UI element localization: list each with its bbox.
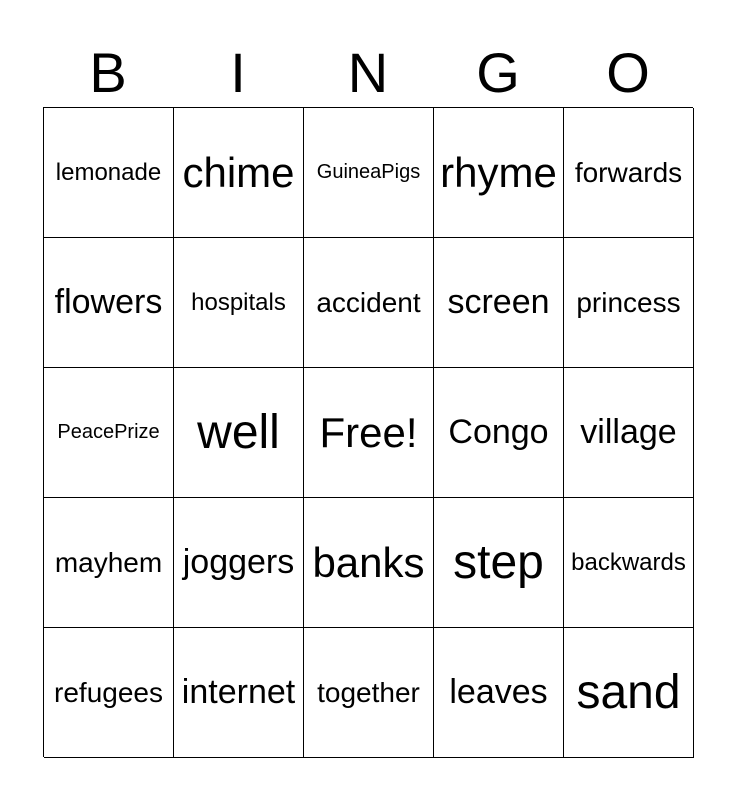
bingo-cell-r4-c2[interactable]: joggers: [174, 498, 304, 628]
bingo-cell-r2-c5[interactable]: princess: [564, 238, 694, 368]
bingo-cell-r5-c4[interactable]: leaves: [434, 628, 564, 758]
bingo-board: [43, 107, 693, 757]
bingo-cell-r1-c5[interactable]: forwards: [564, 108, 694, 238]
bingo-cell-r4-c1[interactable]: mayhem: [44, 498, 174, 628]
bingo-cell-r2-c3[interactable]: accident: [304, 238, 434, 368]
bingo-cell-r4-c3[interactable]: banks: [304, 498, 434, 628]
bingo-cell-r4-c4[interactable]: step: [434, 498, 564, 628]
bingo-cell-r1-c1[interactable]: lemonade: [44, 108, 174, 238]
bingo-cell-r5-c3[interactable]: together: [304, 628, 434, 758]
bingo-cell-r2-c4[interactable]: screen: [434, 238, 564, 368]
bingo-cell-r3-c3-free[interactable]: Free!: [304, 368, 434, 498]
bingo-cell-r3-c4[interactable]: Congo: [434, 368, 564, 498]
bingo-cell-r3-c1[interactable]: PeacePrize: [44, 368, 174, 498]
header-letter-o: O: [606, 41, 650, 104]
bingo-cell-r5-c5[interactable]: sand: [564, 628, 694, 758]
bingo-cell-r3-c5[interactable]: village: [564, 368, 694, 498]
header-letter-i: I: [230, 41, 246, 104]
bingo-cell-r2-c2[interactable]: hospitals: [174, 238, 304, 368]
bingo-cell-r3-c2[interactable]: well: [174, 368, 304, 498]
bingo-cell-r1-c3[interactable]: GuineaPigs: [304, 108, 434, 238]
bingo-cell-r1-c2[interactable]: chime: [174, 108, 304, 238]
bingo-cell-r1-c4[interactable]: rhyme: [434, 108, 564, 238]
bingo-cell-r5-c2[interactable]: internet: [174, 628, 304, 758]
bingo-cell-r2-c1[interactable]: flowers: [44, 238, 174, 368]
bingo-cell-r5-c1[interactable]: refugees: [44, 628, 174, 758]
header-letter-b: B: [89, 41, 127, 104]
bingo-header: [43, 40, 693, 106]
header-letter-g: G: [476, 41, 520, 104]
bingo-cell-r4-c5[interactable]: backwards: [564, 498, 694, 628]
header-letter-n: N: [347, 41, 389, 104]
